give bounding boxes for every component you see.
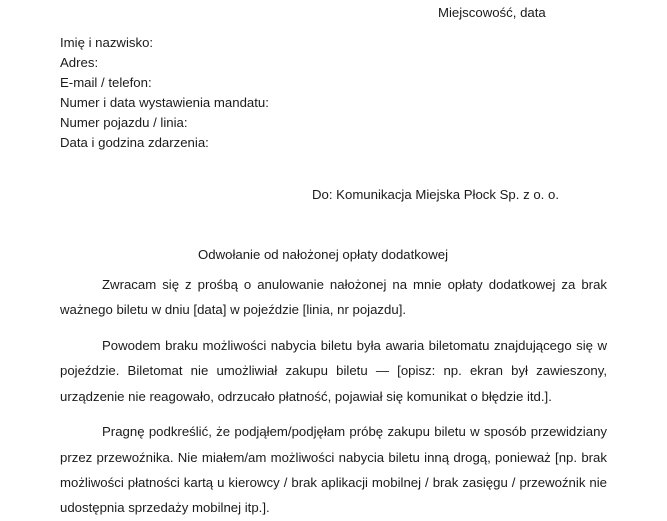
recipient-row (0, 185, 667, 204)
sender-field-name: Imię i nazwisko: (60, 35, 154, 50)
document-body (60, 272, 607, 521)
sender-field-address: Adres: (60, 55, 99, 71)
sender-field-email-phone: E-mail / telefon: (60, 75, 152, 91)
sender-field-ticket-number-date: Numer i data wystawienia mandatu: (60, 95, 269, 111)
body-paragraph-emphasis: Pragnę podkreślić, że podjąłem/podjęłam próbę zakupu biletu w sposób przewidziany przez przewoźnika. Nie miałem/am możliwości nabycia biletu inną drogą, ponieważ [np. brak możliwości płatności kartą u kierowcy / brak aplikacji mobilnej / brak zasięgu / przewoźnik nie udostępnia sprzedaży mobilnej itp.]. (60, 424, 607, 516)
sender-details-block (60, 33, 580, 154)
sender-field-vehicle-line: Numer pojazdu / linia: (60, 115, 188, 131)
body-paragraph-reason: Powodem braku możliwości nabycia biletu była awaria biletomatu znajdującego się w pojeździe. Biletomat nie umożliwiał zakupu biletu — [opisz: np. ekran był zawieszony, urządzenie nie reagowało, odrzucało płatność, pojawiał się komunikat o błędzie itd.]. (60, 338, 607, 404)
place-date-line: Miejscowość, data (438, 5, 546, 20)
place-date-row (0, 3, 667, 22)
body-paragraph-request: Zwracam się z prośbą o anulowanie nałożonej na mnie opłaty dodatkowej za brak ważnego biletu w dniu [data] w pojeździe [linia, nr pojazdu]. (60, 277, 607, 318)
sender-field-incident-datetime: Data i godzina zdarzenia: (60, 135, 209, 151)
document-title-row (0, 245, 667, 264)
recipient-line: Do: Komunikacja Miejska Płock Sp. z o. o. (312, 187, 560, 202)
page-title: Odwołanie od nałożonej opłaty dodatkowej (198, 247, 449, 262)
